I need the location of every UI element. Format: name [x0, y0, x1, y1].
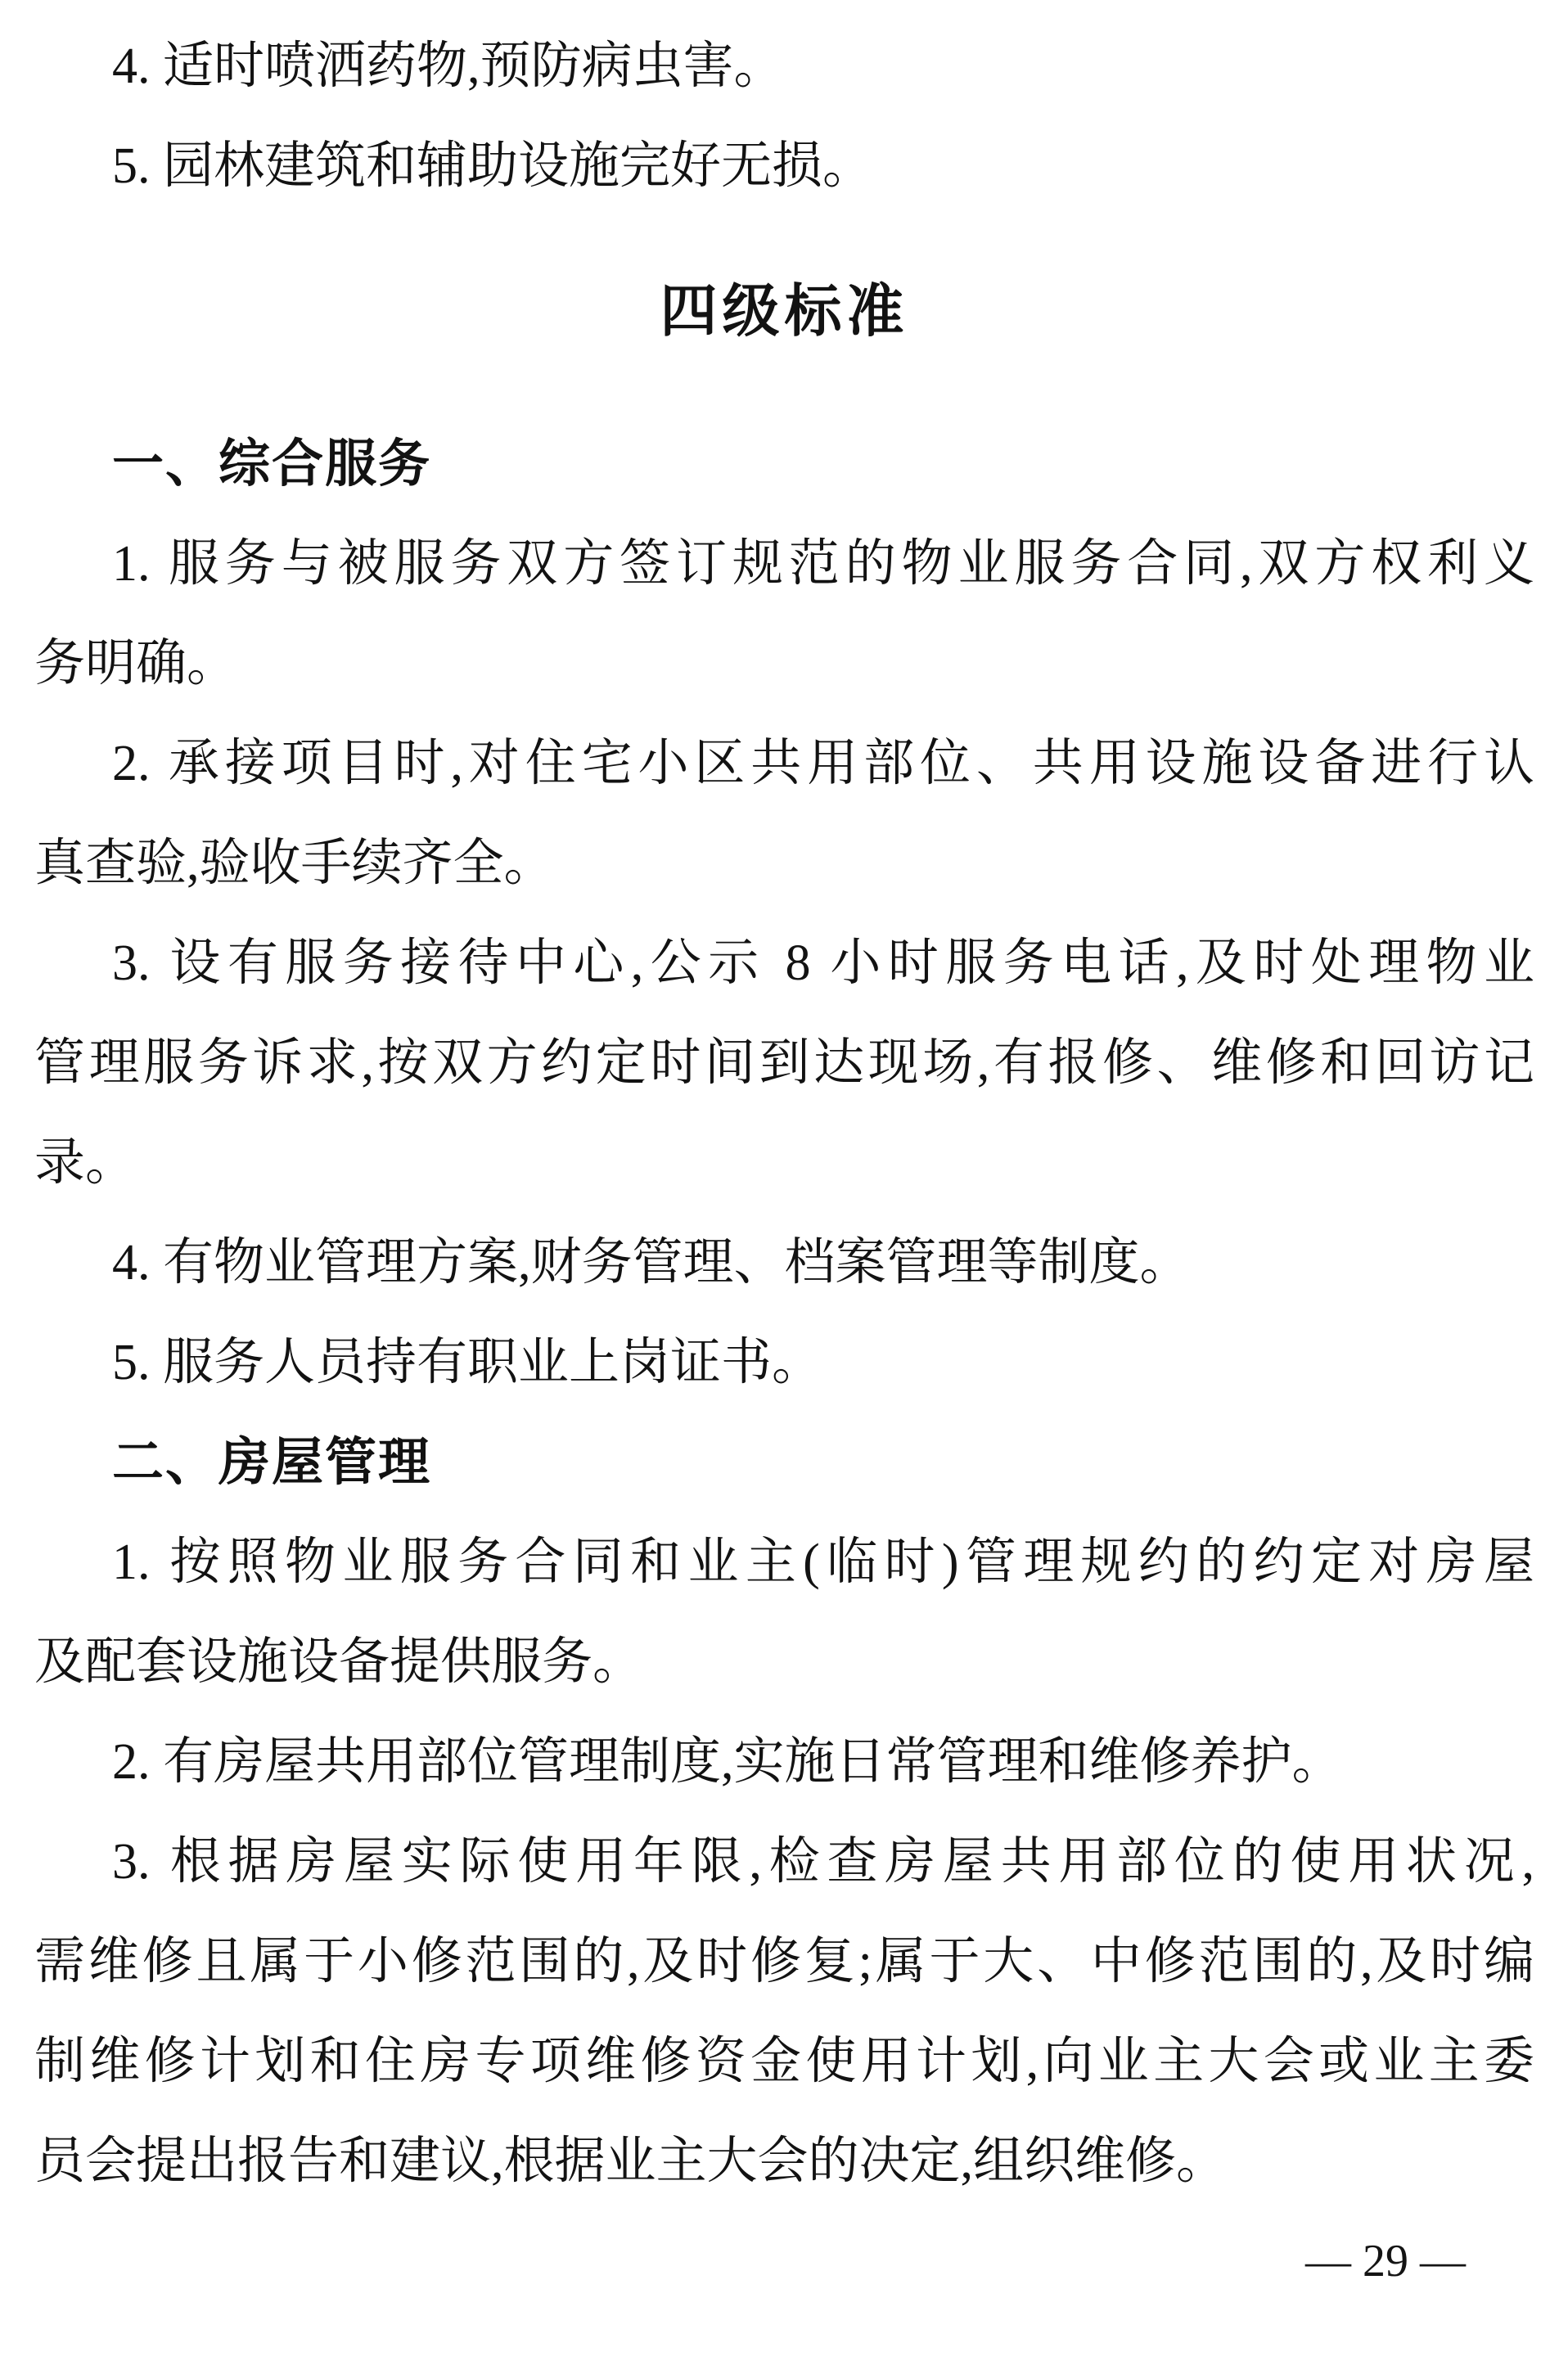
list-item-line: 录。 — [34, 1135, 137, 1191]
section-heading-comprehensive-service: 一、综合服务 — [112, 435, 431, 493]
list-item-line: 管理服务诉求,按双方约定时间到达现场,有报修、维修和回访记 — [34, 1035, 1534, 1091]
list-item-line: 5. 服务人员持有职业上岗证书。 — [112, 1335, 823, 1390]
list-item-line: 4. 适时喷洒药物,预防病虫害。 — [112, 38, 785, 94]
list-item-line: 5. 园林建筑和辅助设施完好无损。 — [112, 138, 874, 194]
list-item-line: 员会提出报告和建议,根据业主大会的决定,组织维修。 — [34, 2133, 1228, 2189]
list-item-line: 1. 按照物业服务合同和业主(临时)管理规约的约定对房屋 — [112, 1534, 1534, 1590]
list-item-line: 真查验,验收手续齐全。 — [34, 836, 555, 891]
list-item-line: 制维修计划和住房专项维修资金使用计划,向业主大会或业主委 — [34, 2034, 1534, 2089]
list-item-line: 3. 设有服务接待中心,公示 8 小时服务电话,及时处理物业 — [112, 935, 1534, 991]
list-item-line: 4. 有物业管理方案,财务管理、档案管理等制度。 — [112, 1235, 1191, 1291]
page-number: — 29 — — [1305, 2236, 1466, 2287]
list-item-line: 务明确。 — [34, 636, 238, 692]
list-item-line: 及配套设施设备提供服务。 — [34, 1634, 644, 1690]
page-title: 四级标准 — [660, 279, 909, 343]
list-item-line: 1. 服务与被服务双方签订规范的物业服务合同,双方权利义 — [112, 536, 1534, 592]
list-item-line: 需维修且属于小修范围的,及时修复;属于大、中修范围的,及时编 — [34, 1934, 1534, 1989]
list-item-line: 2. 承接项目时,对住宅小区共用部位、共用设施设备进行认 — [112, 736, 1534, 791]
list-item-line: 2. 有房屋共用部位管理制度,实施日常管理和维修养护。 — [112, 1734, 1343, 1790]
section-heading-housing-management: 二、房屋管理 — [112, 1434, 431, 1491]
list-item-line: 3. 根据房屋实际使用年限,检查房屋共用部位的使用状况, — [112, 1834, 1534, 1890]
